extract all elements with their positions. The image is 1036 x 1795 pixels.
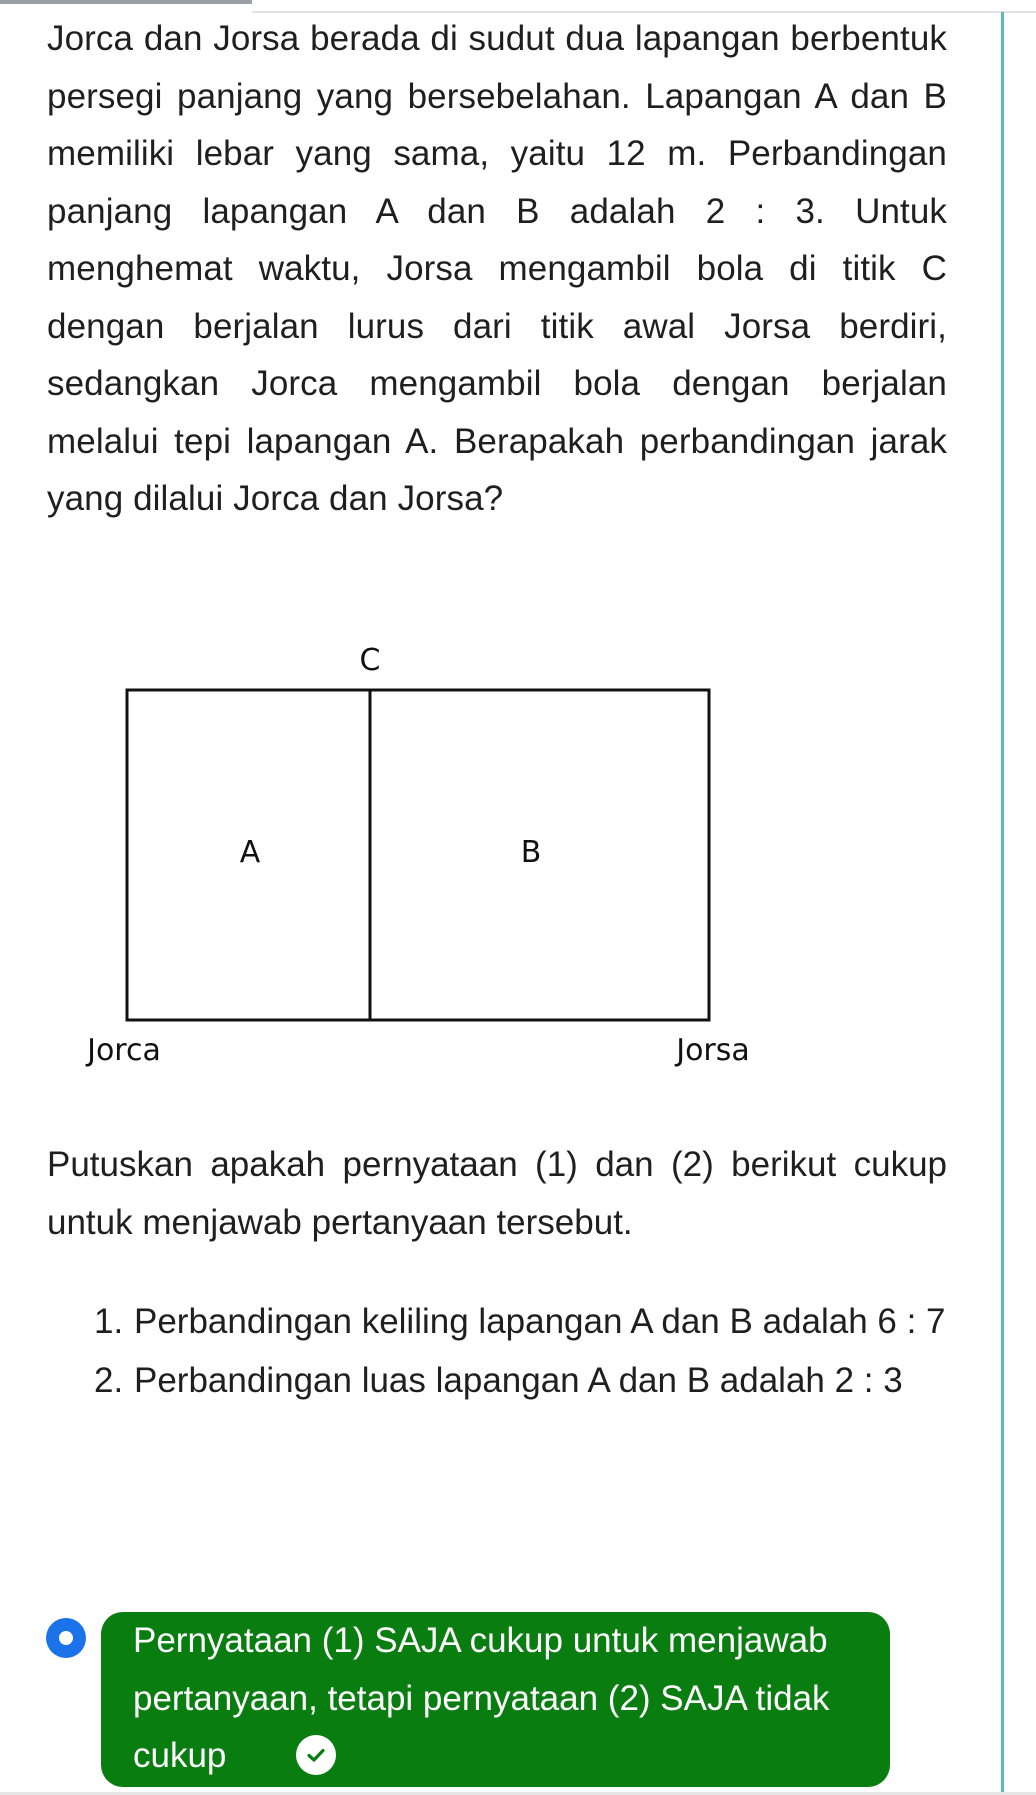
label-jorsa: Jorsa: [676, 1033, 750, 1068]
statement-item: [94, 1293, 954, 1351]
question-text: Jorca dan Jorsa berada di sudut dua lapangan berbentuk persegi panjang yang bersebelahan. Lapangan A dan B memiliki lebar yang sama, yaitu 12 m. Perbandingan panjang lapangan A dan B adalah 2 : 3. Untuk menghemat waktu, Jorsa mengambil bola di titik C dengan berjalan lurus dari titik awal Jorsa berdiri, sedangkan Jorca mengambil bola dengan berjalan melalui tepi lapangan A. Berapakah perbandingan jarak yang dilalui Jorca dan Jorsa?: [47, 19, 947, 518]
statement-number: 1.: [94, 1302, 124, 1341]
answer-option[interactable]: [101, 1612, 890, 1787]
statement-text: Perbandingan luas lapangan A dan B adalah 2 : 3: [134, 1360, 903, 1400]
statement-number: 2.: [94, 1360, 124, 1400]
statement-list: [94, 1293, 954, 1410]
label-b: B: [520, 835, 542, 870]
answer-radio-selected[interactable]: [46, 1618, 86, 1658]
statement-item: [94, 1352, 954, 1410]
answer-text-wrap: [133, 1612, 860, 1785]
right-rail: [1001, 12, 1004, 1795]
prompt-text: Putuskan apakah pernyataan (1) dan (2) berikut cukup untuk menjawab pertanyaan tersebut.: [47, 1145, 947, 1242]
radio-dot: [59, 1631, 73, 1645]
field-outline: [127, 690, 709, 1020]
field-diagram: [0, 630, 800, 1080]
check-icon: [296, 1735, 336, 1775]
label-jorca: Jorca: [87, 1033, 161, 1068]
label-c: C: [359, 643, 381, 678]
top-tab-indicator: [0, 0, 252, 4]
statement-text: Perbandingan keliling lapangan A dan B adalah 6 : 7: [134, 1302, 946, 1341]
answer-text: Pernyataan (1) SAJA cukup untuk menjawab pertanyaan, tetapi pernyataan (2) SAJA tidak cukup: [133, 1621, 830, 1775]
label-a: A: [239, 835, 261, 870]
